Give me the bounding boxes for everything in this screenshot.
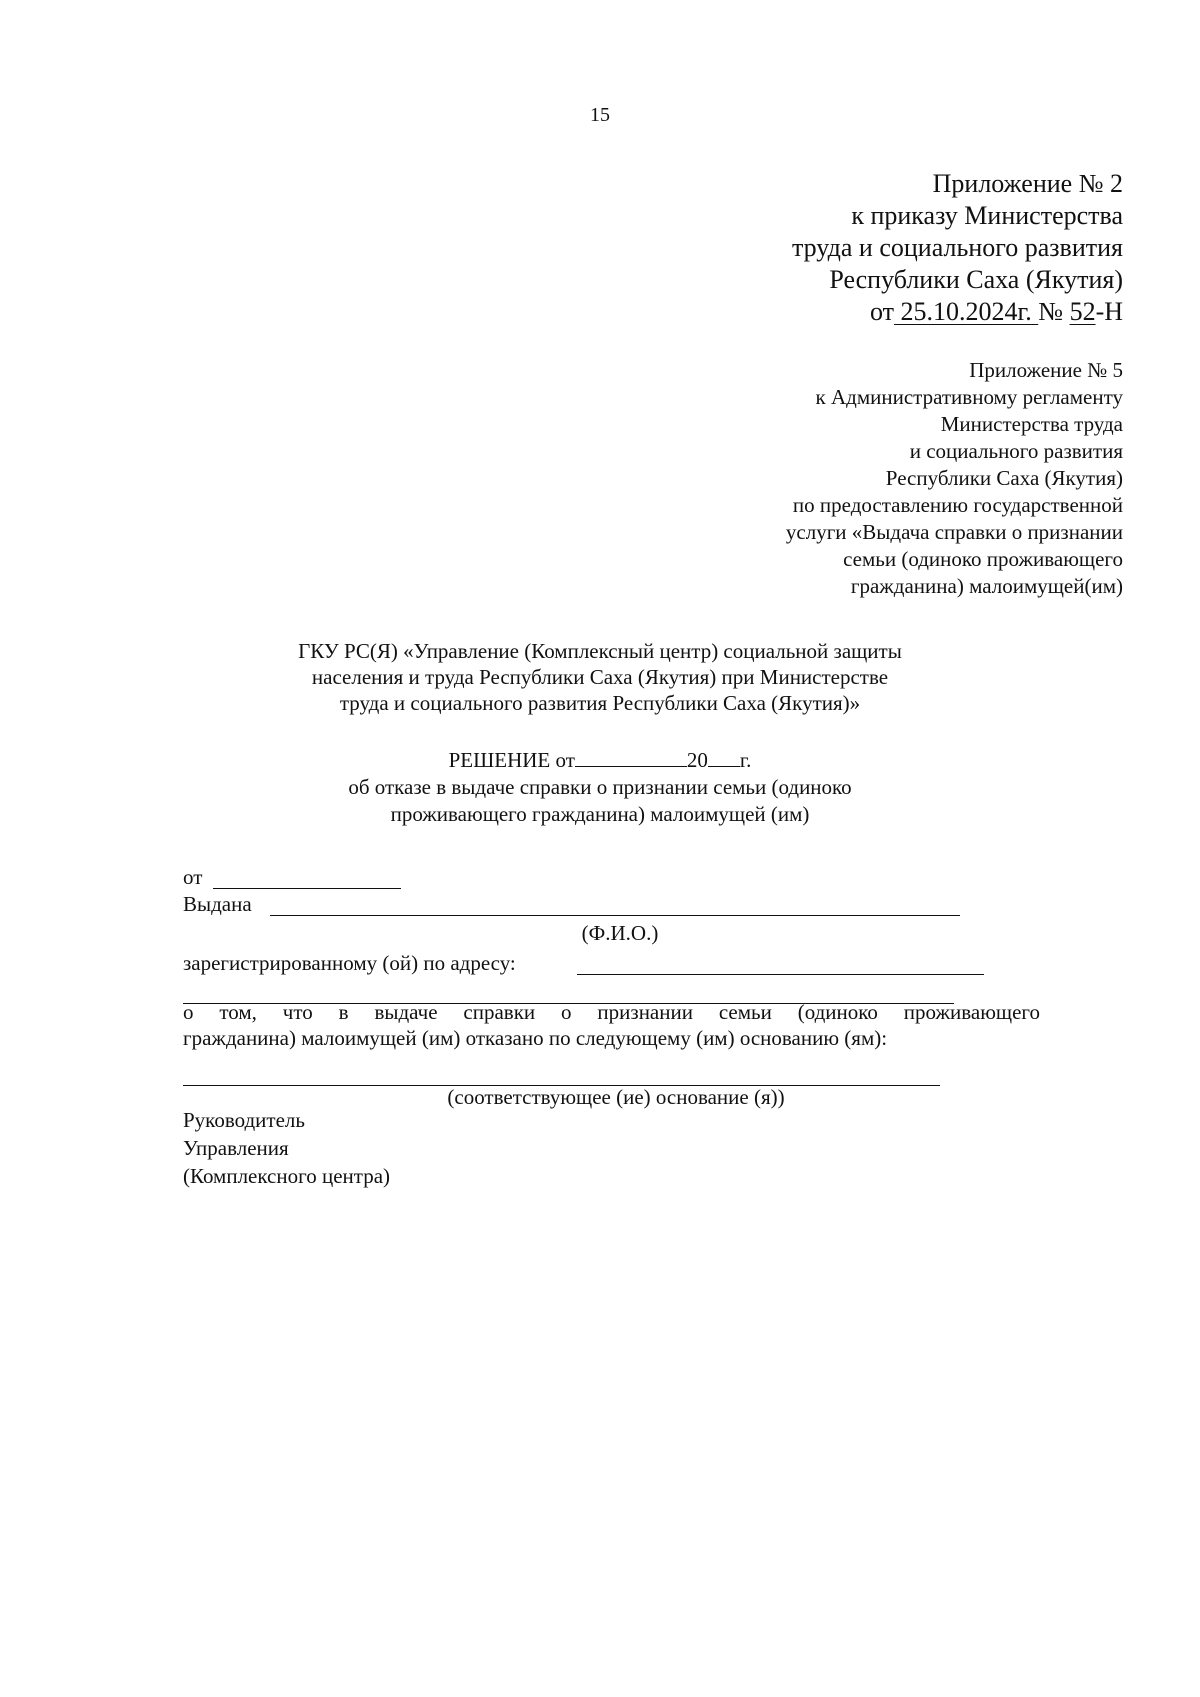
decision-year-prefix: 20	[686, 748, 708, 772]
decision-subtitle: проживающего гражданина) малоимущей (им)	[390, 802, 810, 826]
annex-order-block	[792, 168, 1123, 328]
fio-caption: (Ф.И.О.)	[581, 921, 659, 945]
decision-year-suffix: г.	[739, 748, 752, 772]
from-blank-line[interactable]	[213, 888, 401, 889]
annex-order-line: труда и социального развития	[791, 233, 1123, 262]
refusal-statement-line: о том, что в выдаче справки о признании семьи (одиноко проживающего	[183, 1000, 1040, 1024]
annex-regulation-line: по предоставлению государственной	[792, 493, 1123, 517]
annex-regulation-line: Республики Саха (Якутия)	[885, 466, 1123, 490]
issued-name-line[interactable]	[270, 915, 960, 916]
refusal-statement-line: гражданина) малоимущей (им) отказано по следующему (им) основанию (ям):	[183, 1026, 888, 1050]
page-number: 15	[590, 104, 610, 126]
decision-subtitle: об отказе в выдаче справки о признании семьи (одиноко	[348, 775, 852, 799]
date-prefix: от	[869, 297, 895, 326]
organization-line: ГКУ РС(Я) «Управление (Комплексный центр) социальной защиты	[298, 639, 902, 663]
annex-order-line: к приказу Министерства	[851, 201, 1123, 230]
decision-heading	[0, 747, 1200, 828]
from-label: от	[183, 865, 203, 889]
annex-regulation-block	[786, 357, 1123, 600]
order-date: 25.10.2024г.	[894, 297, 1039, 326]
refusal-statement	[183, 999, 1040, 1051]
organization-line: труда и социального развития Республики Саха (Якутия)»	[339, 691, 861, 715]
annex-regulation-line: к Административному регламенту	[815, 385, 1123, 409]
annex-regulation-line: семьи (одиноко проживающего	[843, 547, 1123, 571]
signature-title: Управления	[183, 1136, 289, 1160]
annex-regulation-line: Министерства труда	[940, 412, 1123, 436]
address-label: зарегистрированному (ой) по адресу:	[183, 951, 516, 975]
number-prefix: №	[1038, 297, 1070, 326]
decision-year-blank[interactable]	[708, 748, 740, 767]
decision-date-blank[interactable]	[575, 748, 687, 767]
annex-regulation-line: и социального развития	[909, 439, 1123, 463]
organization-line: населения и труда Республики Саха (Якутия) при Министерстве	[311, 665, 889, 689]
signature-title: (Комплексного центра)	[183, 1164, 391, 1188]
organization-header	[0, 638, 1200, 716]
issued-label: Выдана	[183, 892, 252, 916]
address-line[interactable]	[577, 974, 984, 975]
annex-regulation-line: Приложение № 5	[969, 358, 1123, 382]
signature-title: Руководитель	[183, 1108, 305, 1132]
decision-title-line	[0, 747, 1200, 774]
annex-order-date-line	[792, 296, 1123, 328]
basis-caption: (соответствующее (ие) основание (я))	[447, 1085, 785, 1109]
number-suffix: -Н	[1095, 297, 1123, 326]
annex-regulation-line: услуги «Выдача справки о признании	[785, 520, 1123, 544]
annex-regulation-line: гражданина) малоимущей(им)	[850, 574, 1123, 598]
signature-block	[183, 1106, 390, 1190]
decision-title: РЕШЕНИЕ от	[448, 748, 575, 772]
annex-order-line: Республики Саха (Якутия)	[829, 265, 1123, 294]
order-number: 52	[1069, 297, 1096, 326]
annex-order-title: Приложение № 2	[932, 169, 1123, 198]
